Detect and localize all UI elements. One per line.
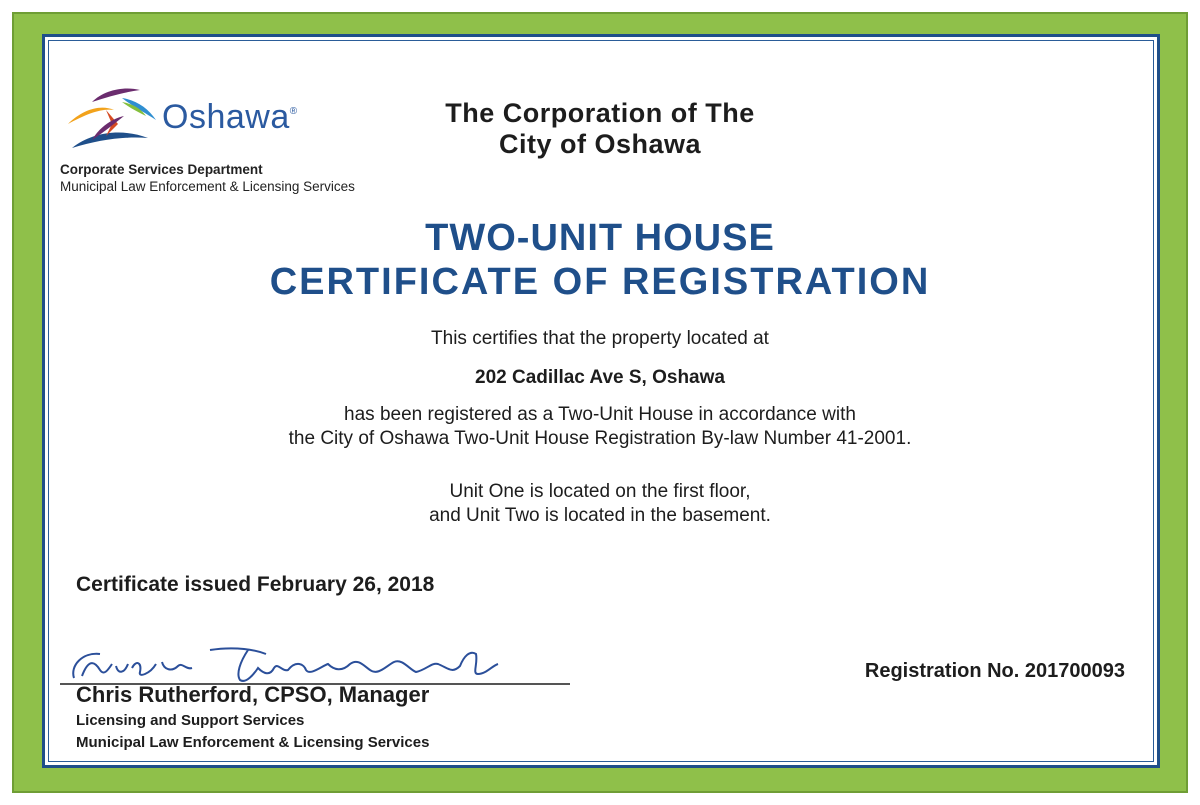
title-line-2: CERTIFICATE OF REGISTRATION xyxy=(269,261,931,303)
division-name: Municipal Law Enforcement & Licensing Services xyxy=(60,179,355,194)
signatory-division: Municipal Law Enforcement & Licensing Services xyxy=(76,734,430,751)
department-name: Corporate Services Department xyxy=(60,162,263,177)
corporation-line-1: The Corporation of The xyxy=(445,98,755,128)
oshawa-logo-icon xyxy=(62,80,162,160)
title-line-1: TWO-UNIT HOUSE xyxy=(425,217,775,259)
unit-description-2: and Unit Two is located in the basement. xyxy=(429,505,771,526)
registration-statement-2: the City of Oshawa Two-Unit House Registration By-law Number 41-2001. xyxy=(288,428,912,449)
registration-number: Registration No. 201700093 xyxy=(864,660,1125,682)
unit-description-1: Unit One is located on the first floor, xyxy=(449,481,751,502)
intro-text: This certifies that the property located at xyxy=(431,328,769,349)
logo-registered-mark: ® xyxy=(289,106,298,117)
corporation-line-2: City of Oshawa xyxy=(498,129,702,159)
registration-statement-1: has been registered as a Two-Unit House in accordance with xyxy=(344,404,856,425)
property-address: 202 Cadillac Ave S, Oshawa xyxy=(475,367,725,388)
issue-date: Certificate issued February 26, 2018 xyxy=(76,573,435,596)
logo-text: Oshawa xyxy=(162,98,290,136)
corporation-title xyxy=(380,98,820,160)
signatory-unit: Licensing and Support Services xyxy=(76,712,305,729)
logo-wordmark xyxy=(162,98,298,137)
signatory-name: Chris Rutherford, CPSO, Manager xyxy=(76,682,430,707)
certificate-title xyxy=(60,216,1140,304)
